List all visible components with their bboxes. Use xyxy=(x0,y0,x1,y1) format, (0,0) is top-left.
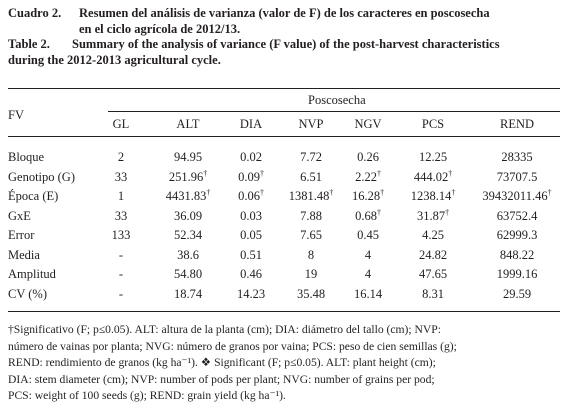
row-label: Bloque xyxy=(8,150,45,164)
significance-mark: † xyxy=(329,187,334,197)
table-bottom-rule xyxy=(8,311,560,312)
cell-value: 8 xyxy=(307,247,315,262)
table-cell xyxy=(398,170,468,185)
cell-value: 0.26 xyxy=(357,150,379,164)
cell-value: 848.22 xyxy=(499,247,535,262)
cell-value: 94.95 xyxy=(173,150,203,164)
table-cell xyxy=(333,189,403,204)
cell-value: 33 xyxy=(114,208,128,223)
column-header-dia: DIA xyxy=(239,117,263,131)
cell-value: 16.14 xyxy=(353,286,383,301)
cell-value: 0.46 xyxy=(240,267,262,281)
table-cell xyxy=(153,150,223,165)
cell-value: 29.59 xyxy=(502,286,532,301)
fv-header: FV xyxy=(8,108,24,122)
table-cell xyxy=(86,228,156,243)
cell-value: 73707.5 xyxy=(496,169,538,184)
footnote xyxy=(8,322,564,405)
table-cell xyxy=(398,228,468,243)
table-cell xyxy=(398,150,468,165)
cell-value: 2 xyxy=(117,150,125,164)
significance-mark: † xyxy=(259,168,264,178)
caption-en-label: Table 2. xyxy=(8,37,50,51)
table-cell xyxy=(398,248,468,263)
row-label: Error xyxy=(8,228,35,242)
cell-value: 28335 xyxy=(501,150,533,164)
cell-value: 133 xyxy=(111,228,131,242)
row-label: Genotipo (G) xyxy=(8,169,75,184)
row-label: CV (%) xyxy=(8,286,48,301)
significance-mark: † xyxy=(445,207,450,217)
cell-value: 6.51 xyxy=(300,169,322,184)
table-cell xyxy=(472,248,562,263)
table-cell xyxy=(86,189,156,204)
table-row xyxy=(0,228,567,245)
cell-value: 33 xyxy=(114,169,128,184)
cell-value: 0.03 xyxy=(240,208,262,223)
cell-value: 36.09 xyxy=(173,208,203,223)
caption-en-text: Summary of the analysis of variance (F value) of the post-harvest characteristics xyxy=(72,37,500,51)
cell-value: 7.65 xyxy=(300,228,322,242)
caption-es-text-cont: en el ciclo agrícola de 2012/13. xyxy=(79,21,241,36)
table-cell xyxy=(398,267,468,282)
table-cell xyxy=(86,209,156,224)
cell-value: 31.87 xyxy=(416,208,446,223)
cell-value: 1381.48 xyxy=(288,189,330,203)
caption-en-text-cont: during the 2012-2013 agricultural cycle. xyxy=(8,52,221,67)
cell-value: 47.65 xyxy=(418,267,448,281)
table-cell xyxy=(398,189,468,204)
row-label: Media xyxy=(8,247,40,262)
table-top-rule xyxy=(8,88,560,89)
cell-value: 12.25 xyxy=(418,150,448,164)
cell-value: 4 xyxy=(364,267,372,281)
cell-value: 7.88 xyxy=(300,208,322,223)
cell-value: 63752.4 xyxy=(496,208,538,223)
table-cell xyxy=(333,287,403,302)
cell-value: 19 xyxy=(304,267,318,281)
column-header-alt: ALT xyxy=(176,117,200,131)
cell-value: 444.02 xyxy=(413,169,449,184)
significance-mark: † xyxy=(448,168,453,178)
cell-value: - xyxy=(118,286,124,301)
cell-value: - xyxy=(118,267,124,281)
cell-value: 4 xyxy=(364,247,372,262)
cell-value: 24.82 xyxy=(418,247,448,262)
cell-value: 0.68 xyxy=(355,208,377,223)
table-cell xyxy=(472,287,562,302)
cell-value: 39432011.46 xyxy=(482,189,548,203)
row-label: Amplitud xyxy=(8,267,56,281)
group-header-poscosecha: Poscosecha xyxy=(308,93,366,107)
row-label: Época (E) xyxy=(8,189,59,203)
table-cell xyxy=(472,189,562,204)
table-cell xyxy=(153,189,223,204)
cell-value: 8.31 xyxy=(422,286,444,301)
table-cell xyxy=(333,209,403,224)
cell-value: 1238.14 xyxy=(410,189,452,203)
cell-value: 0.06 xyxy=(238,189,260,203)
table-cell xyxy=(86,248,156,263)
table-cell xyxy=(472,170,562,185)
table-cell xyxy=(333,228,403,243)
cell-value: 0.02 xyxy=(240,150,262,164)
table-row xyxy=(0,209,567,226)
row-label: GxE xyxy=(8,208,31,223)
table-row xyxy=(0,189,567,206)
table-cell xyxy=(472,150,562,165)
cell-value: 0.45 xyxy=(357,228,379,242)
group-header-rule xyxy=(108,111,560,112)
cell-value: - xyxy=(118,247,124,262)
cell-value: 14.23 xyxy=(236,286,266,301)
table-cell xyxy=(333,150,403,165)
significance-mark: † xyxy=(259,187,264,197)
column-header-gl: GL xyxy=(112,117,130,131)
caption-es-label: Cuadro 2. xyxy=(8,6,62,20)
significance-mark: † xyxy=(203,168,208,178)
cell-value: 52.34 xyxy=(173,228,203,242)
table-cell xyxy=(153,267,223,282)
table-cell xyxy=(472,267,562,282)
cell-value: 7.72 xyxy=(300,150,322,164)
table-row xyxy=(0,267,567,284)
table-row xyxy=(0,150,567,167)
significance-mark: † xyxy=(451,187,456,197)
table-cell xyxy=(398,287,468,302)
cell-value: 62999.3 xyxy=(496,228,538,242)
table-row xyxy=(0,170,567,187)
cell-value: 251.96 xyxy=(168,169,204,184)
table-cell xyxy=(472,209,562,224)
footnote-line: PCS: weight of 100 seeds (g); REND: grain yield (kg ha⁻¹). xyxy=(8,389,286,402)
header-bottom-rule xyxy=(8,136,560,137)
table-cell xyxy=(86,287,156,302)
column-header-rend: REND xyxy=(499,117,535,131)
column-header-pcs: PCS xyxy=(421,117,445,131)
table-cell xyxy=(86,170,156,185)
cell-value: 54.80 xyxy=(173,267,203,281)
significance-mark: † xyxy=(206,187,211,197)
table-cell xyxy=(153,287,223,302)
footnote-line: número de vainas por planta; NVG: número de granos por vaina; PCS: peso de cien semillas (g); xyxy=(8,339,457,353)
cell-value: 16.28 xyxy=(351,189,381,203)
significance-mark: † xyxy=(547,187,552,197)
significance-mark: † xyxy=(380,187,385,197)
significance-mark: † xyxy=(376,207,381,217)
table-cell xyxy=(153,170,223,185)
table-cell xyxy=(153,209,223,224)
cell-value: 0.51 xyxy=(240,247,262,262)
table-cell xyxy=(472,228,562,243)
footnote-line: †Significativo (F; p≤0.05). ALT: altura de la planta (cm); DIA: diámetro del tallo (cm); NVP: xyxy=(8,323,441,336)
table-cell xyxy=(153,248,223,263)
cell-value: 35.48 xyxy=(296,286,326,301)
table-cell xyxy=(86,267,156,282)
table-cell xyxy=(398,209,468,224)
cell-value: 4.25 xyxy=(422,228,444,242)
cell-value: 0.09 xyxy=(238,169,260,184)
table-cell xyxy=(333,170,403,185)
column-header-nvp: NVP xyxy=(298,117,324,131)
cell-value: 4431.83 xyxy=(165,189,207,203)
significance-mark: † xyxy=(376,168,381,178)
table-caption xyxy=(8,6,560,68)
table-cell xyxy=(333,267,403,282)
footnote-line: DIA: stem diameter (cm); NVP: number of pods per plant; NVG: number of grains per pod; xyxy=(8,372,435,386)
table-row xyxy=(0,287,567,304)
table-row xyxy=(0,248,567,265)
cell-value: 2.22 xyxy=(355,169,377,184)
cell-value: 1999.16 xyxy=(496,267,538,281)
column-header-ngv: NGV xyxy=(354,117,382,131)
caption-es-text: Resumen del análisis de varianza (valor de F) de los caracteres en poscosecha xyxy=(79,6,490,20)
cell-value: 0.05 xyxy=(240,228,262,242)
cell-value: 18.74 xyxy=(173,286,203,301)
table-cell xyxy=(153,228,223,243)
table-cell xyxy=(86,150,156,165)
cell-value: 38.6 xyxy=(177,247,199,262)
cell-value: 1 xyxy=(117,189,125,203)
footnote-line: REND: rendimiento de granos (kg ha⁻¹). ❖ Significant (F; p≤0.05). ALT: plant height (cm); xyxy=(8,356,436,369)
table-cell xyxy=(333,248,403,263)
